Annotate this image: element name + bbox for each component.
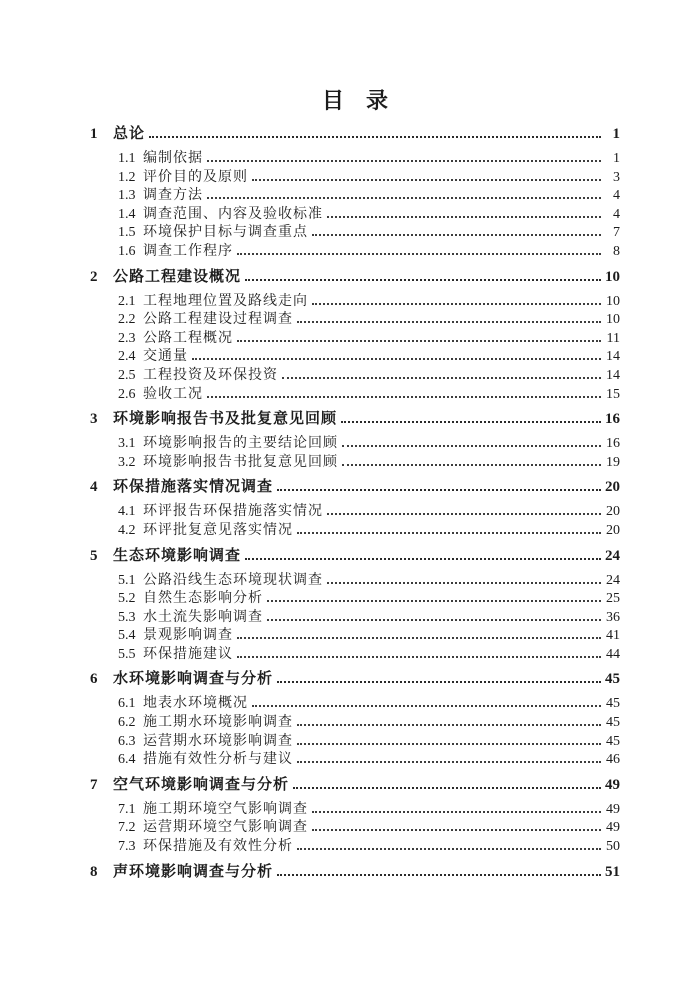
dot-leader-line [252, 705, 601, 707]
dot-leader-line [267, 600, 601, 602]
dot-leader-line [245, 279, 601, 281]
toc-entry-subsection[interactable] [118, 348, 620, 367]
entry-title: 环保措施及有效性分析 [143, 839, 293, 855]
entry-title: 公路工程概况 [143, 330, 233, 346]
dot-leader-line [277, 874, 601, 876]
entry-title: 施工期环境空气影响调查 [143, 801, 308, 817]
entry-number: 5 [90, 547, 98, 564]
entry-number: 6 [90, 671, 98, 688]
entry-number: 6.3 [118, 733, 136, 749]
toc-entry-section[interactable] [90, 776, 620, 795]
toc-entry-section[interactable] [90, 268, 620, 287]
entry-page-number: 36 [606, 609, 620, 625]
dot-leader-line [327, 513, 601, 515]
dot-leader-line [297, 848, 601, 850]
entry-title: 运营期环境空气影响调查 [143, 820, 308, 836]
entry-number: 3.1 [118, 436, 136, 452]
entry-page-number: 46 [606, 752, 620, 768]
toc-entry-section[interactable] [90, 670, 620, 689]
entry-number: 2.4 [118, 349, 136, 365]
toc-entry-section[interactable] [90, 547, 620, 566]
entry-title: 调查工作程序 [143, 243, 233, 259]
entry-page-number: 49 [606, 801, 620, 817]
toc-entry-subsection[interactable] [118, 733, 620, 752]
entry-title: 环保措施建议 [143, 646, 233, 662]
entry-title: 验收工况 [143, 386, 203, 402]
dot-leader-line [341, 421, 601, 423]
dot-leader-line [267, 619, 601, 621]
entry-title: 声环境影响调查与分析 [113, 863, 274, 880]
entry-title: 运营期水环境影响调查 [143, 733, 293, 749]
entry-title: 施工期水环境影响调查 [143, 715, 293, 731]
entry-title: 工程投资及环保投资 [143, 367, 278, 383]
entry-page-number: 10 [605, 268, 620, 285]
dot-leader-line [207, 160, 601, 162]
entry-page-number: 25 [606, 591, 620, 607]
entry-title: 环境影响报告书及批复意见回顾 [113, 411, 338, 428]
entry-page-number: 16 [605, 411, 620, 428]
entry-title: 水土流失影响调查 [143, 609, 263, 625]
entry-page-number: 24 [605, 547, 620, 564]
entry-number: 5.3 [118, 609, 136, 625]
dot-leader-line [192, 358, 601, 360]
toc-entry-subsection[interactable] [118, 627, 620, 646]
entry-page-number: 44 [606, 646, 620, 662]
dot-leader-line [297, 743, 601, 745]
entry-title: 环评报告环保措施落实情况 [143, 504, 323, 520]
entry-title: 调查方法 [143, 188, 203, 204]
toc-entry-subsection[interactable] [118, 609, 620, 628]
entry-page-number: 45 [605, 671, 620, 688]
entry-title: 公路沿线生态环境现状调查 [143, 572, 323, 588]
dot-leader-line [297, 761, 601, 763]
dot-leader-line [297, 532, 601, 534]
toc-entry-subsection[interactable] [118, 243, 620, 262]
entry-page-number: 50 [606, 839, 620, 855]
entry-title: 总论 [113, 126, 146, 142]
entry-page-number: 11 [606, 330, 620, 346]
toc-entry-subsection[interactable] [118, 187, 620, 206]
dot-leader-line [327, 582, 601, 584]
dot-leader-line [342, 445, 601, 447]
toc-entry-subsection[interactable] [118, 751, 620, 770]
entry-page-number: 45 [606, 733, 620, 749]
entry-page-number: 4 [613, 206, 620, 222]
entry-page-number: 10 [606, 293, 620, 309]
entry-page-number: 49 [606, 820, 620, 836]
toc-entry-section[interactable] [90, 125, 620, 144]
entry-page-number: 49 [605, 776, 620, 793]
toc-entry-section[interactable] [90, 478, 620, 497]
toc-entry-subsection[interactable] [118, 169, 620, 188]
dot-leader-line [277, 681, 601, 683]
toc-entry-subsection[interactable] [118, 206, 620, 225]
dot-leader-line [237, 340, 601, 342]
entry-title: 调查范围、内容及验收标准 [143, 206, 323, 222]
entry-number: 6.1 [118, 696, 136, 712]
entry-number: 1.5 [118, 225, 136, 241]
entry-title: 公路工程建设概况 [113, 268, 242, 285]
entry-number: 2 [90, 268, 98, 285]
entry-number: 2.3 [118, 330, 136, 346]
dot-leader-line [342, 464, 601, 466]
entry-page-number: 16 [606, 436, 620, 452]
toc-entry-subsection[interactable] [118, 695, 620, 714]
entry-number: 6.2 [118, 715, 136, 731]
dot-leader-line [312, 303, 601, 305]
entry-page-number: 20 [606, 522, 620, 538]
entry-title: 评价目的及原则 [143, 169, 248, 185]
entry-page-number: 45 [606, 696, 620, 712]
dot-leader-line [237, 637, 601, 639]
dot-leader-line [237, 253, 601, 255]
entry-number: 7.1 [118, 801, 136, 817]
toc-entry-section[interactable] [90, 410, 620, 429]
toc-entry-subsection[interactable] [118, 590, 620, 609]
entry-title: 自然生态影响分析 [143, 591, 263, 607]
entry-number: 3 [90, 411, 98, 428]
entry-page-number: 14 [606, 367, 620, 383]
entry-number: 2.2 [118, 312, 136, 328]
entry-number: 3.2 [118, 454, 136, 470]
entry-number: 5.2 [118, 591, 136, 607]
entry-title: 措施有效性分析与建议 [143, 752, 293, 768]
toc-entry-subsection[interactable] [118, 714, 620, 733]
entry-number: 6.4 [118, 752, 136, 768]
entry-title: 环保措施落实情况调查 [113, 479, 274, 496]
toc-entry-subsection[interactable] [118, 311, 620, 330]
dot-leader-line [297, 321, 601, 323]
dot-leader-line [327, 216, 601, 218]
entry-number: 5.1 [118, 572, 136, 588]
entry-title: 环境影响报告的主要结论回顾 [143, 436, 338, 452]
toc-entry-subsection[interactable] [118, 572, 620, 591]
entry-number: 1.4 [118, 206, 136, 222]
entry-title: 公路工程建设过程调查 [143, 312, 293, 328]
dot-leader-line [312, 234, 601, 236]
entry-page-number: 24 [606, 572, 620, 588]
toc-entry-subsection[interactable] [118, 150, 620, 169]
entry-number: 7 [90, 776, 98, 793]
entry-title: 地表水环境概况 [143, 696, 248, 712]
entry-number: 1 [90, 126, 98, 142]
dot-leader-line [282, 377, 601, 379]
entry-page-number: 45 [606, 715, 620, 731]
dot-leader-line [293, 787, 601, 789]
entry-title: 交通量 [143, 349, 188, 365]
toc-entry-subsection[interactable] [118, 293, 620, 312]
toc-entry-subsection[interactable] [118, 646, 620, 665]
entry-title: 景观影响调查 [143, 628, 233, 644]
entry-number: 8 [90, 863, 98, 880]
toc-entry-subsection[interactable] [118, 386, 620, 405]
entry-number: 4.1 [118, 504, 136, 520]
toc-entry-subsection[interactable] [118, 819, 620, 838]
entry-number: 7.3 [118, 839, 136, 855]
entry-page-number: 1 [612, 126, 620, 142]
entry-page-number: 14 [606, 349, 620, 365]
entry-page-number: 20 [606, 504, 620, 520]
toc-entry-subsection[interactable] [118, 224, 620, 243]
entry-number: 2.5 [118, 367, 136, 383]
entry-page-number: 7 [613, 225, 620, 241]
toc-entry-subsection[interactable] [118, 503, 620, 522]
dot-leader-line [312, 811, 601, 813]
dot-leader-line [207, 197, 601, 199]
dot-leader-line [245, 558, 601, 560]
entry-number: 5.5 [118, 646, 136, 662]
entry-number: 4 [90, 479, 98, 496]
entry-number: 7.2 [118, 820, 136, 836]
entry-title: 空气环境影响调查与分析 [113, 776, 290, 793]
entry-title: 环境影响报告书批复意见回顾 [143, 454, 338, 470]
entry-title: 编制依据 [143, 151, 203, 166]
entry-number: 1.3 [118, 188, 136, 204]
toc-entry-section[interactable] [90, 863, 620, 882]
entry-title: 环境保护目标与调查重点 [143, 225, 308, 241]
entry-number: 2.6 [118, 386, 136, 402]
entry-title: 水环境影响调查与分析 [113, 671, 274, 688]
entry-page-number: 41 [606, 628, 620, 644]
entry-number: 4.2 [118, 522, 136, 538]
entry-page-number: 10 [606, 312, 620, 328]
entry-page-number: 19 [606, 454, 620, 470]
entry-title: 生态环境影响调查 [113, 547, 242, 564]
entry-number: 1.6 [118, 243, 136, 259]
entry-page-number: 1 [613, 151, 620, 166]
toc-entry-subsection[interactable] [118, 367, 620, 386]
table-of-contents [90, 125, 620, 882]
dot-leader-line [149, 136, 601, 138]
entry-number: 2.1 [118, 293, 136, 309]
dot-leader-line [252, 179, 601, 181]
entry-number: 1.2 [118, 169, 136, 185]
page-title: 目 录 [321, 88, 388, 113]
entry-page-number: 4 [613, 188, 620, 204]
dot-leader-line [277, 489, 601, 491]
entry-page-number: 51 [605, 863, 620, 880]
entry-page-number: 15 [606, 386, 620, 402]
entry-page-number: 8 [613, 243, 620, 259]
entry-number: 5.4 [118, 628, 136, 644]
entry-title: 环评批复意见落实情况 [143, 522, 293, 538]
entry-title: 工程地理位置及路线走向 [143, 293, 308, 309]
toc-entry-subsection[interactable] [118, 522, 620, 541]
dot-leader-line [312, 829, 601, 831]
entry-page-number: 20 [605, 479, 620, 496]
toc-entry-subsection[interactable] [118, 435, 620, 454]
toc-entry-subsection[interactable] [118, 454, 620, 473]
toc-entry-subsection[interactable] [118, 838, 620, 857]
toc-entry-subsection[interactable] [118, 330, 620, 349]
dot-leader-line [207, 396, 601, 398]
entry-number: 1.1 [118, 151, 136, 166]
toc-entry-subsection[interactable] [118, 801, 620, 820]
entry-page-number: 3 [613, 169, 620, 185]
dot-leader-line [237, 656, 601, 658]
dot-leader-line [297, 724, 601, 726]
